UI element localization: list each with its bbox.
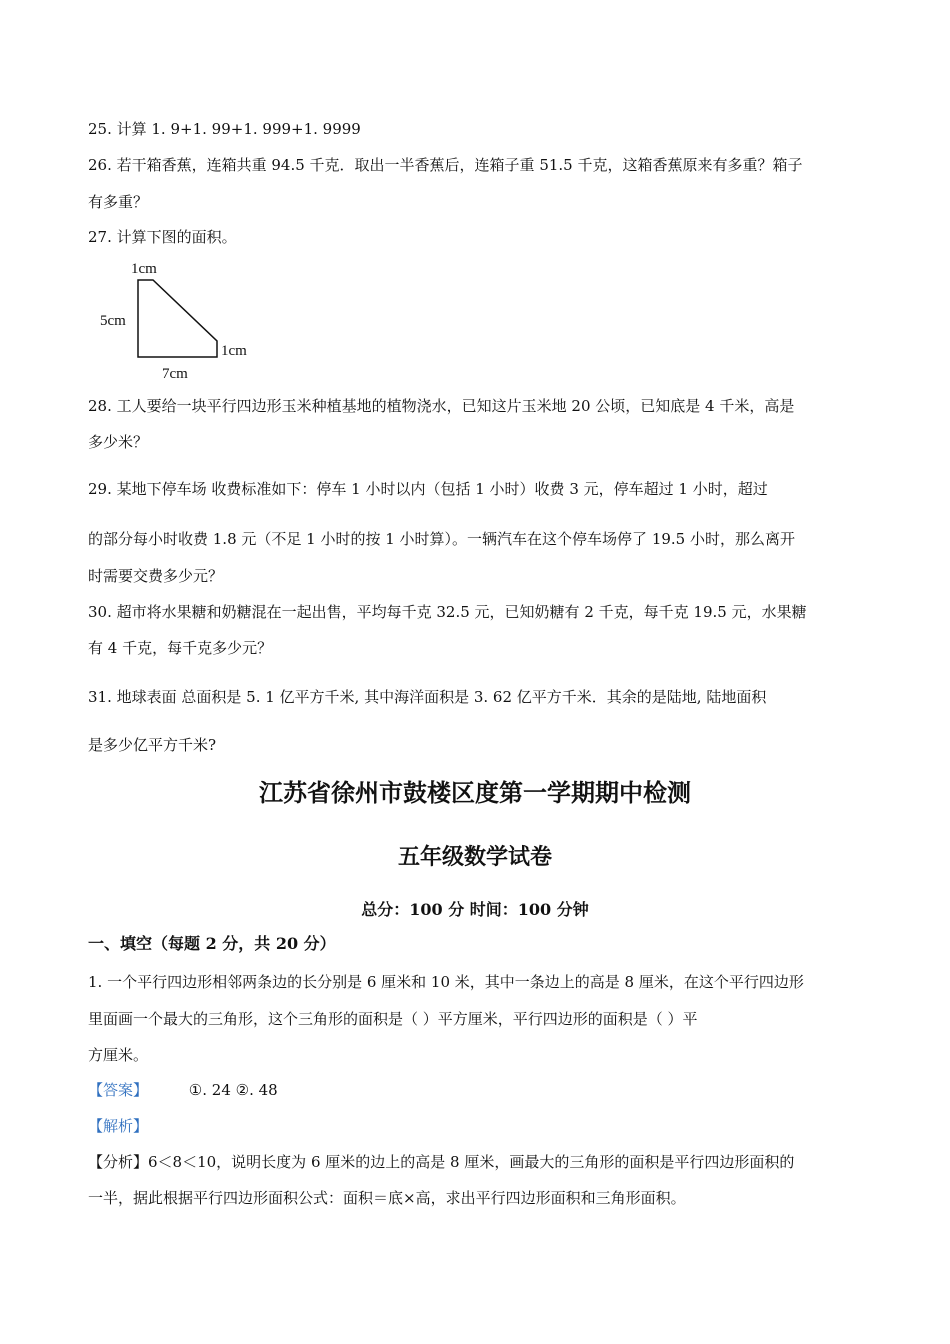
label-right: 1cm (221, 343, 247, 359)
question-1-line-1: 1. 一个平行四边形相邻两条边的长分别是 6 厘米和 10 米，其中一条边上的高是 8 厘米，在这个平行四边形 (88, 973, 804, 991)
analysis-tag: 【解析】 (88, 1117, 149, 1135)
label-bottom: 7cm (162, 366, 188, 382)
trapezoid-figure (95, 255, 265, 385)
label-top: 1cm (131, 261, 157, 277)
question-26-line-2: 有多重？ (88, 193, 149, 211)
answer-row (88, 1080, 278, 1100)
analysis-line-2: 一半，据此根据平行四边形面积公式：面积＝底×高，求出平行四边形面积和三角形面积。 (88, 1189, 686, 1207)
question-31-line-2: 是多少亿平方千米? (88, 736, 217, 754)
exam-subtitle: 五年级数学试卷 (397, 844, 552, 870)
exam-info: 总分：100 分 时间：100 分钟 (361, 900, 589, 919)
question-28-line-2: 多少米？ (88, 433, 149, 451)
question-25: 25. 计算 1. 9+1. 99+1. 999+1. 9999 (88, 120, 361, 138)
question-28-line-1: 28. 工人要给一块平行四边形玉米种植基地的植物浇水，已知这片玉米地 20 公顷，已知底是 4 千米，高是 (88, 397, 795, 415)
question-26-line-1: 26. 若干箱香蕉，连箱共重 94.5 千克．取出一半香蕉后，连箱子重 51.5 千克，这箱香蕉原来有多重？箱子 (88, 156, 803, 174)
question-30-line-2: 有 4 千克，每千克多少元？ (88, 639, 273, 657)
exam-title: 江苏省徐州市鼓楼区度第一学期期中检测 (259, 778, 691, 807)
question-1-line-2: 里面画一个最大的三角形，这个三角形的面积是（ ）平方厘米，平行四边形的面积是（ ）平 (88, 1010, 698, 1028)
answer-tag: 【答案】 (88, 1081, 149, 1099)
question-29-line-1: 29. 某地下停车场 收费标准如下：停车 1 小时以内（包括 1 小时）收费 3 元，停车超过 1 小时，超过 (88, 480, 768, 498)
question-30-line-1: 30. 超市将水果糖和奶糖混在一起出售，平均每千克 32.5 元，已知奶糖有 2 千克，每千克 19.5 元，水果糖 (88, 603, 807, 621)
section-heading: 一、填空（每题 2 分，共 20 分） (88, 934, 336, 953)
question-29-line-3: 时需要交费多少元？ (88, 567, 224, 585)
question-1-line-3: 方厘米。 (88, 1046, 149, 1064)
question-31-line-1: 31. 地球表面 总面积是 5. 1 亿平方千米, 其中海洋面积是 3. 62 亿平方千米．其余的是陆地, 陆地面积 (88, 688, 767, 706)
answer-values: ①. 24 ②. 48 (188, 1081, 278, 1099)
question-27: 27. 计算下图的面积。 (88, 228, 237, 246)
trapezoid-shape (138, 280, 217, 357)
label-left: 5cm (100, 313, 126, 329)
analysis-line-1: 【分析】6＜8＜10，说明长度为 6 厘米的边上的高是 8 厘米，画最大的三角形的面积是平行四边形面积的 (88, 1153, 795, 1171)
question-29-line-2: 的部分每小时收费 1.8 元（不足 1 小时的按 1 小时算）。一辆汽车在这个停车场停了 19.5 小时，那么离开 (88, 530, 795, 548)
